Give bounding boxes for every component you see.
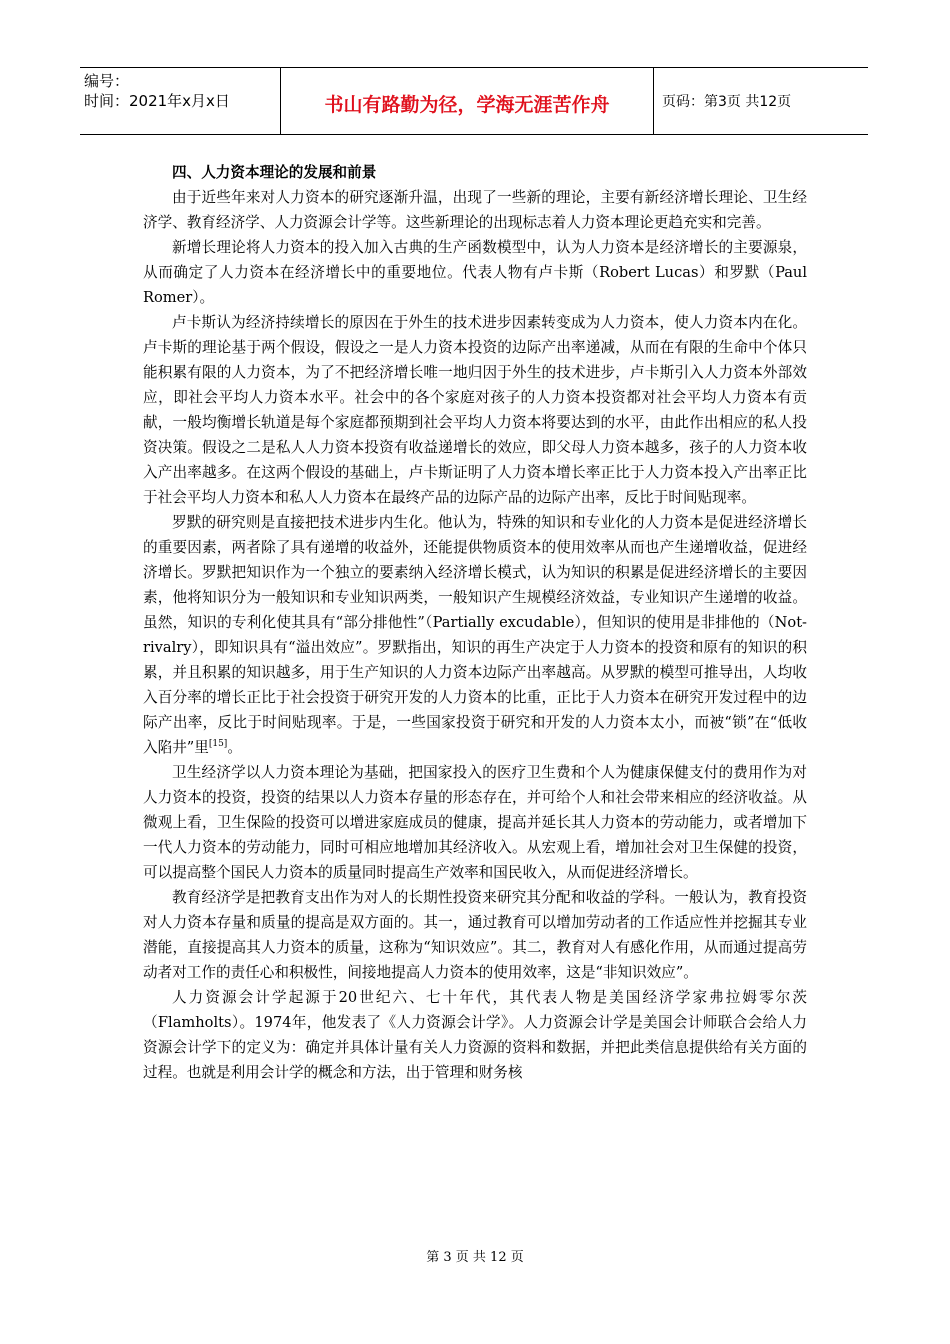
document-time-label: 时间：2021年x月x日 [84, 92, 230, 110]
paragraph: 新增长理论将人力资本的投入加入古典的生产函数模型中，认为人力资本是经济增长的主要源泉，从而确定了人力资本在经济增长中的重要地位。代表人物有卢卡斯（Robert Lucas）和罗默（Paul Romer）。 [143, 239, 807, 306]
document-body [143, 160, 807, 1085]
header-motto: 书山有路勤为径，学海无涯苦作舟 [324, 93, 610, 116]
paragraph: 卢卡斯认为经济持续增长的原因在于外生的技术进步因素转变成为人力资本，使人力资本内在化。卢卡斯的理论基于两个假设，假设之一是人力资本投资的边际产出率递减，从而在有限的生命中个体只能积累有限的人力资本，为了不把经济增长唯一地归因于外生的技术进步，卢卡斯引入人力资本外部效应，即社会平均人力资本水平。社会中的各个家庭对孩子的人力资本投资都对社会平均人力资本有贡献，一般均衡增长轨道是每个家庭都预期到社会平均人力资本将要达到的水平，由此作出相应的私人投资决策。假设之二是私人人力资本投资有收益递增长的效应，即父母人力资本越多，孩子的人力资本收入产出率越多。在这两个假设的基础上，卢卡斯证明了人力资本增长率正比于人力资本投入产出率正比于社会平均人力资本和私人人力资本在最终产品的边际产品的边际产出率，反比于时间贴现率。 [143, 314, 807, 506]
paragraph-romer [143, 510, 807, 760]
section-heading: 四、人力资本理论的发展和前景 [172, 164, 377, 181]
header-page-label: 页码：第3页 共12页 [662, 94, 792, 110]
paragraph: 人力资源会计学起源于20世纪六、七十年代，其代表人物是美国经济学家弗拉姆零尔茨（Flamholts）。1974年，他发表了《人力资源会计学》。人力资源会计学是美国会计师联合会给人力资源会计学下的定义为：确定并具体计量有关人力资源的资料和数据，并把此类信息提供给有关方面的过程。也就是利用会计学的概念和方法，出于管理和财务核 [143, 989, 807, 1081]
citation-reference: [15] [208, 739, 228, 750]
document-number-label: 编号： [84, 72, 130, 90]
paragraph: 教育经济学是把教育支出作为对人的长期性投资来研究其分配和收益的学科。一般认为，教育投资对人力资本存量和质量的提高是双方面的。其一，通过教育可以增加劳动者的工作适应性并挖掘其专业潜能，直接提高其人力资本的质量，这称为“知识效应”。其二，教育对人有感化作用，从而通过提高劳动者对工作的责任心和积极性，间接地提高人力资本的使用效率，这是“非知识效应”。 [143, 889, 807, 981]
header-meta [80, 68, 281, 134]
paragraph: 由于近些年来对人力资本的研究逐渐升温，出现了一些新的理论，主要有新经济增长理论、卫生经济学、教育经济学、人力资源会计学等。这些新理论的出现标志着人力资本理论更趋充实和完善。 [143, 189, 807, 231]
paragraph: 卫生经济学以人力资本理论为基础，把国家投入的医疗卫生费和个人为健康保健支付的费用作为对人力资本的投资，投资的结果以人力资本存量的形态存在，并可给个人和社会带来相应的经济收益。从微观上看，卫生保险的投资可以增进家庭成员的健康，提高并延长其人力资本的劳动能力，或者增加下一代人力资本的劳动能力，同时可相应地增加其经济收入。从宏观上看，增加社会对卫生保健的投资，可以提高整个国民人力资本的质量同时提高生产效率和国民收入，从而促进经济增长。 [143, 764, 807, 881]
paragraph-text: 罗默的研究则是直接把技术进步内生化。他认为，特殊的知识和专业化的人力资本是促进经济增长的重要因素，两者除了具有递增的收益外，还能提供物质资本的使用效率从而也产生递增收益，促进经济增长。罗默把知识作为一个独立的要素纳入经济增长模式，认为知识的积累是促进经济增长的主要因素，他将知识分为一般知识和专业知识两类，一般知识产生规模经济效益，专业知识产生递增的收益。虽然，知识的专利化使其具有“部分排他性”（Partially excudable），但知识的使用是非排他的（Not-rivalry），即知识具有“溢出效应”。罗默指出，知识的再生产决定于人力资本的投资和原有的知识的积累，并且积累的知识越多，用于生产知识的人力资本边际产出率越高。从罗默的模型可推导出，人均收入百分率的增长正比于社会投资于研究开发的人力资本的比重，正比于人力资本在研究开发过程中的边际产出率，反比于时间贴现率。于是，一些国家投资于研究和开发的人力资本太小，而被“锁”在“低收入陷井”里 [143, 514, 807, 756]
page-footer: 第 3 页 共 12 页 [426, 1250, 524, 1265]
paragraph-end: 。 [227, 739, 242, 756]
header-motto-cell [281, 68, 654, 134]
page-header [80, 67, 868, 135]
header-page-cell [654, 68, 868, 134]
